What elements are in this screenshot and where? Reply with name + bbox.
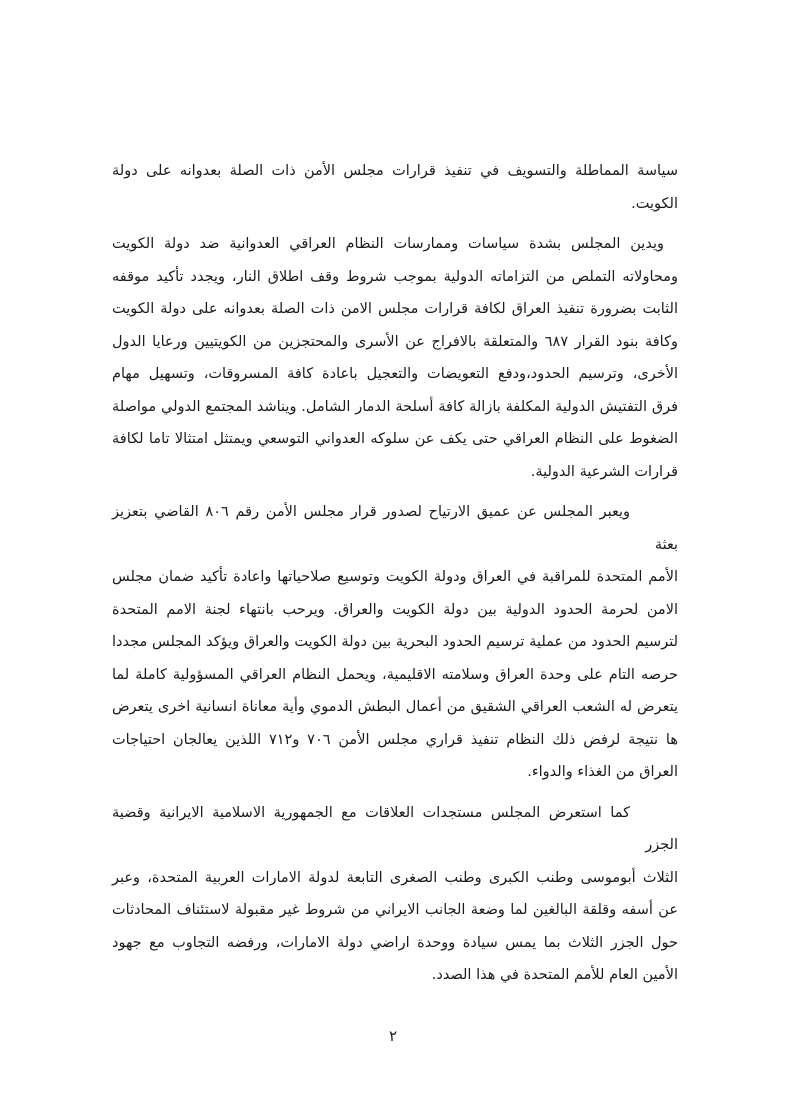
text-line: الأمين العام للأمم المتحدة في هذا الصدد. (431, 967, 678, 983)
text-line: الامن لحرمة الحدود الدولية بين دولة الكويت والعراق. ويرحب بانتهاء لجنة الامم المتحدة (112, 601, 678, 618)
text-line: وكافة بنود القرار ٦٨٧ والمتعلقة بالافراج عن الأسرى والمحتجزين من الكويتيين ورعايا الدول (112, 333, 679, 350)
page-number: ٢ (388, 1027, 398, 1045)
text-line: فرق التفتيش الدولية المكلفة بازالة كافة أسلحة الدمار الشامل. ويناشد المجتمع الدولي مواصلة (112, 398, 678, 415)
text-line: لترسيم الحدود من عملية ترسيم الحدود البحرية بين دولة الكويت والعراق ويؤكد المجلس مجددا (112, 634, 678, 650)
text-line: قرارات الشرعية الدولية. (530, 463, 678, 480)
text-line: كما استعرض المجلس مستجدات العلاقات مع الجمهورية الاسلامية الايرانية وقضية الجزر (112, 804, 678, 853)
text-line: ويعبر المجلس عن عميق الارتياح لصدور قرار مجلس الأمن رقم ٨٠٦ القاضي بتعزيز بعثة (112, 504, 678, 553)
text-line: يتعرض له الشعب العراقي الشقيق من أعمال البطش الدموي وأية معاناة انسانية اخرى يتعرض (112, 699, 678, 715)
text-line: الأمم المتحدة للمراقبة في العراق ودولة الكويت وتوسيع صلاحياتها واعادة تأكيد ضمان مجلس (112, 569, 678, 585)
paragraph (112, 155, 678, 220)
text-line: حرصه التام على وحدة العراق وسلامته الاقليمية، ويحمل النظام العراقي المسؤولية كاملة لما (112, 666, 678, 683)
paragraph (112, 797, 678, 992)
text-line: الكويت. (631, 195, 678, 212)
text-line: الأخرى، وترسيم الحدود،ودفع التعويضات والتعجيل باعادة كافة المسروقات، وتسهيل مهام (112, 366, 678, 382)
text-line: ها نتيجة لرفض ذلك النظام تنفيذ قراري مجلس الأمن ٧٠٦ و٧١٢ اللذين يعالجان احتياجات (112, 731, 678, 748)
text-line: سياسة المماطلة والتسويف في تنفيذ قرارات مجلس الأمن ذات الصلة بعدوانه على دولة (112, 163, 678, 179)
paragraph (112, 228, 678, 488)
text-line: الضغوط على النظام العراقي حتى يكف عن سلوكه العدواني التوسعي ويمتثل امتثالا تاما لكافة (112, 431, 678, 447)
text-line: حول الجزر الثلاث بما يمس سيادة ووحدة اراضي دولة الامارات، ورفضه التجاوب مع جهود (112, 934, 678, 951)
paragraph (112, 496, 678, 789)
text-line: عن أسفه وقلقة البالغين لما وضعة الجانب الايراني من شروط غير مقبولة لاستئناف المحادثات (112, 902, 678, 918)
text-line: الثلاث أبوموسى وطنب الكبرى وطنب الصغرى التابعة لدولة الامارات العربية المتحدة، وعبر (112, 869, 678, 886)
document-body (112, 155, 678, 1000)
text-line: ومحاولاته التملص من التزاماته الدولية بموجب شروط وقف اطلاق النار، ويجدد تأكيد موقفه (112, 268, 678, 285)
text-line: العراق من الغذاء والدواء. (527, 764, 678, 780)
text-line: ويدين المجلس بشدة سياسات وممارسات النظام العراقي العدوانية ضد دولة الكويت (112, 236, 664, 252)
text-line: الثابت بضرورة تنفيذ العراق لكافة قرارات مجلس الامن ذات الصلة بعدوانه على دولة الكويت (112, 301, 678, 317)
